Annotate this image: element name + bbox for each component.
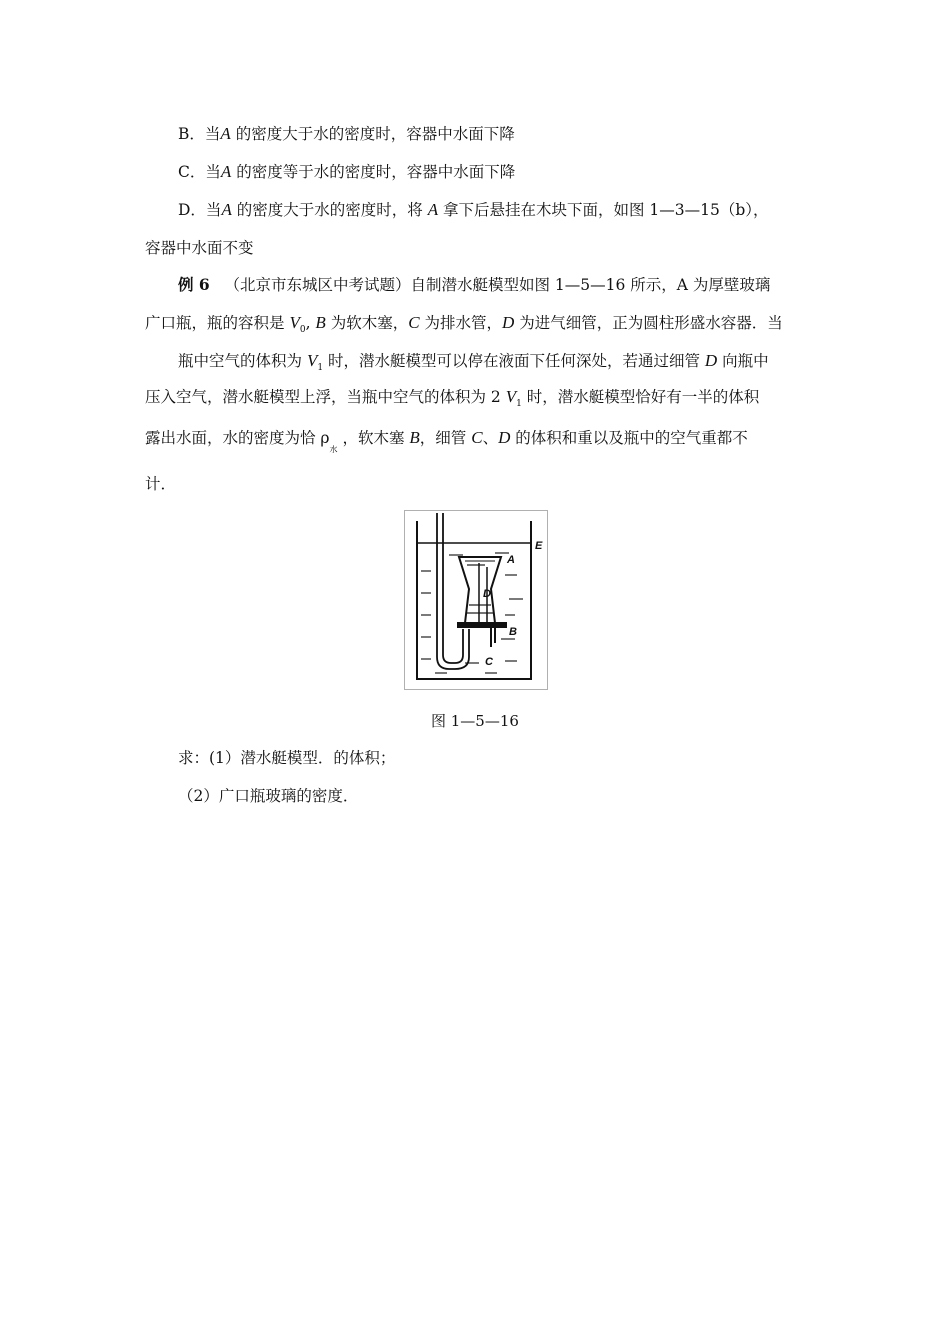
example-line-2: 广口瓶，瓶的容积是 $V_0$, B 为软木塞，C 为排水管，D 为进气细管，正为圆柱形盛水容器．当 [145, 313, 783, 335]
option-d: D．当A 的密度大于水的密度时，将 A 拿下后悬挂在木块下面，如图 1—3—15（b）， [178, 200, 769, 219]
example-tag: 例 6 [178, 275, 210, 294]
drain-tube-c [491, 628, 495, 647]
question-2: （2）广口瓶玻璃的密度． [178, 787, 359, 805]
option-b: B．当A 的密度大于水的密度时，容器中水面下降 [178, 124, 515, 143]
submarine-diagram [404, 510, 548, 690]
example-line-6: 计． [145, 475, 177, 493]
option-c: C．当A 的密度等于水的密度时，容器中水面下降 [178, 162, 516, 181]
example-line-4: 压入空气，潜水艇模型上浮，当瓶中空气的体积为 2 $V_1$ 时，潜水艇模型恰好有一半的体积 [145, 387, 760, 409]
label-a: A [507, 554, 515, 566]
option-d-continuation: 容器中水面不变 [145, 239, 254, 257]
question-1: 求：(1）潜水艇模型．的体积； [178, 749, 396, 767]
cork-b [457, 622, 507, 628]
example-line-5: 露出水面，水的密度为恰 $\rho_水$ ，软木塞 B，细管 C、D 的体积和重以及瓶中的空气重都不 [145, 428, 748, 454]
label-e: E [535, 540, 543, 552]
label-d: D [483, 588, 491, 600]
container-outline [417, 521, 531, 679]
figure-caption: 图 1—5—16 [431, 712, 519, 730]
label-c: C [485, 656, 493, 668]
submarine-diagram-svg [405, 511, 547, 689]
example-line-3: 瓶中空气的体积为 $V_1$ 时，潜水艇模型可以停在液面下任何深处，若通过细管 D 向瓶中 [178, 351, 769, 373]
intake-tube [437, 513, 469, 669]
example-line-1: 例 6 （北京市东城区中考试题）自制潜水艇模型如图 1—5—16 所示，A 为厚壁玻璃 [178, 275, 771, 294]
label-b: B [509, 626, 517, 638]
